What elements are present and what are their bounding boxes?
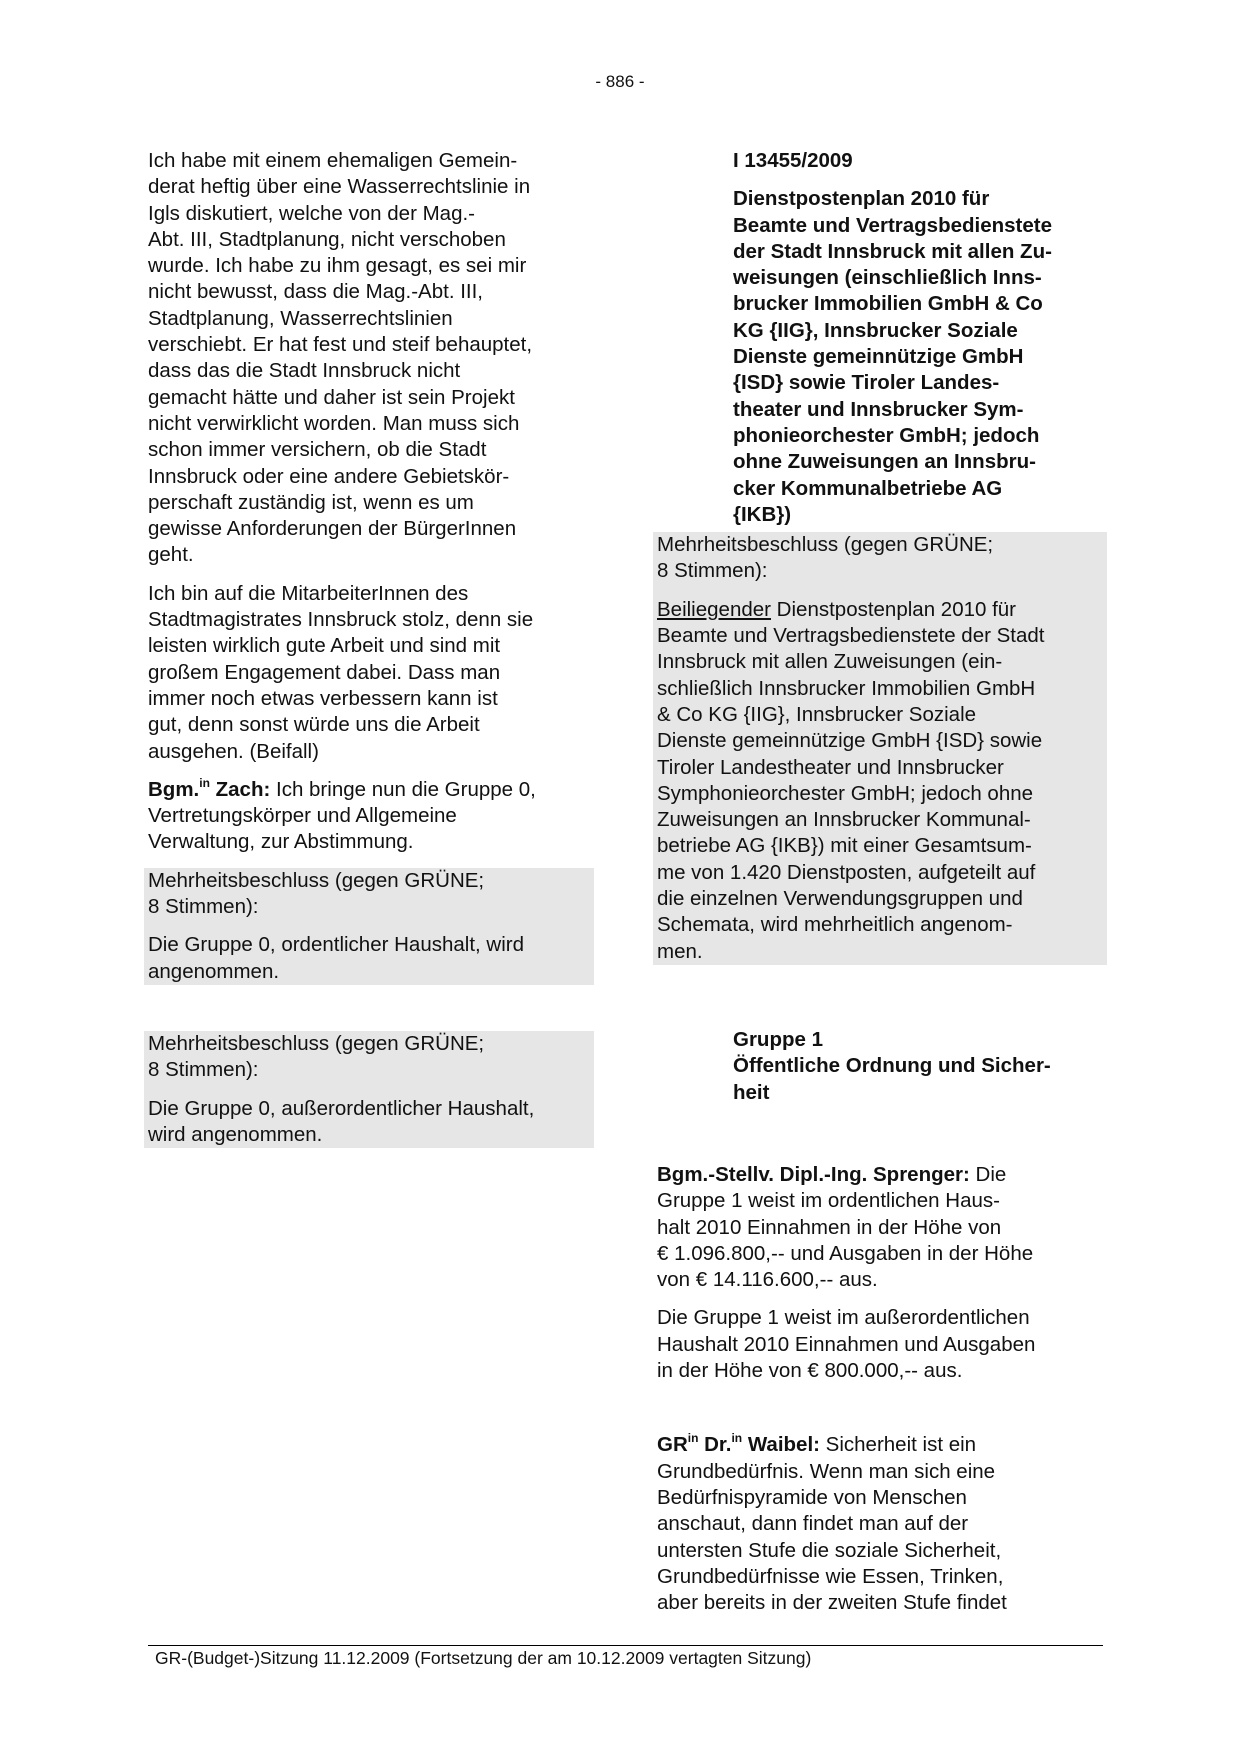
resolution-box-group0-ordinary xyxy=(144,868,594,985)
reference-number: I 13455/2009 xyxy=(733,149,853,172)
resolution-body: Dienstpostenplan 2010 für Beamte und Vertragsbedienstete der Stadt Innsbruck mit allen Zuweisungen (ein- schließlich Innsbrucker Immobilien GmbH & Co KG {IIG}, Innsbrucker Soziale Dienste gemeinnützige GmbH {ISD} sowie Tiroler Landestheater und Innsbrucker Symphonieorchester GmbH; jedoch ohne Zuweisungen an Innsbrucker Kommunal- betriebe AG {IKB}) mit einer Gesamtsum- me von 1.420 Dienstposten, aufgeteilt auf die einzelnen Verwendungsgruppen und Schemata, wird mehrheitlich angenom- men. xyxy=(657,597,1045,963)
paragraph-extraordinary-budget: Die Gruppe 1 weist im außerordentlichen Haushalt 2010 Einnahmen und Ausgaben in der Höhe von € 800.000,-- aus. xyxy=(657,1306,1036,1383)
resolution-box-staffing-plan xyxy=(653,532,1107,965)
speaker-zach-sup: in xyxy=(199,775,210,790)
speaker-waibel-gr: GR xyxy=(657,1433,688,1457)
right-column-upper xyxy=(657,148,1103,965)
agenda-item-title: Dienstpostenplan 2010 für Beamte und Vertragsbedienstete der Stadt Innsbruck mit allen Zu- weisungen (einschließlich Inns- brucker Immobilien GmbH & Co KG {IIG}, Innsbrucker Soziale Dienste gemeinnützige GmbH {ISD} sowie Tiroler Landes- theater und Innsbrucker Sym- phonieorchester GmbH; jedoch ohne Zuweisungen an Innsbru- cker Kommunalbetriebe AG {IKB}) xyxy=(733,187,1052,526)
speaker-waibel-sup2: in xyxy=(731,1431,743,1446)
resolution-vote: Mehrheitsbeschluss (gegen GRÜNE; 8 Stimmen): xyxy=(148,1031,485,1082)
speaker-waibel-name: Waibel: xyxy=(742,1433,820,1457)
page-number: - 886 - xyxy=(595,72,645,91)
speech-sprenger-text: Die Gruppe 1 weist im ordentlichen Haus- halt 2010 Einnahmen in der Höhe von € 1.096.800,-- und Ausgaben in der Höhe von € 14.116.600,-- aus. xyxy=(657,1163,1034,1292)
resolution-vote: Mehrheitsbeschluss (gegen GRÜNE; 8 Stimmen): xyxy=(148,868,485,919)
speech-zach-text: Ich bringe nun die Gruppe 0, Vertretungskörper und Allgemeine Verwaltung, zur Abstimmung. xyxy=(148,777,536,854)
resolution-vote: Mehrheitsbeschluss (gegen GRÜNE; 8 Stimmen): xyxy=(657,533,994,583)
resolution-text: Die Gruppe 0, außerordentlicher Haushalt, wird angenommen. xyxy=(148,1096,535,1146)
resolution-text: Die Gruppe 0, ordentlicher Haushalt, wird angenommen. xyxy=(148,933,525,983)
speaker-waibel-dr: Dr. xyxy=(698,1433,732,1457)
paragraph-water-rights: Ich habe mit einem ehemaligen Gemein- derat heftig über eine Wasserrechtslinie in Igls diskutiert, welche von der Mag.- Abt. III, Stadtplanung, nicht verschoben wurde. Ich habe zu ihm gesagt, es sei mir nicht bewusst, dass die Mag.-Abt. III, Stadtplanung, Wasserrechtslinien verschiebt. Er hat fest und steif behauptet, dass das die Stadt Innsbruck nicht gemacht hätte und daher ist sein Projekt nicht verwirklicht worden. Man muss sich schon immer versichern, ob die Stadt Innsbruck oder eine andere Gebietskör- perschaft zuständig ist, wenn es um gewisse Anforderungen der BürgerInnen geht. xyxy=(148,149,533,567)
speech-waibel-text: Sicherheit ist ein Grundbedürfnis. Wenn man sich eine Bedürfnispyramide von Menschen anschaut, dann findet man auf der untersten Stufe die soziale Sicherheit, Grundbedürfnisse wie Essen, Trinken, aber bereits in der zweiten Stufe findet xyxy=(657,1433,1007,1615)
resolution-box-group0-extraordinary xyxy=(144,1031,594,1148)
footer-divider xyxy=(148,1645,1103,1646)
left-column xyxy=(148,148,590,1148)
speaker-sprenger-name: Bgm.-Stellv. Dipl.-Ing. Sprenger: xyxy=(657,1163,970,1186)
resolution-underlined-word: Beiliegender xyxy=(657,597,771,621)
right-column-lower xyxy=(657,1162,1103,1628)
paragraph-staff-praise: Ich bin auf die MitarbeiterInnen des Stadtmagistrates Innsbruck stolz, denn sie leisten wirklich gute Arbeit und sind mit großem Engagement dabei. Dass man immer noch etwas verbessern kann ist gut, denn sonst würde uns die Arbeit ausgehen. (Beifall) xyxy=(148,581,534,763)
speech-waibel xyxy=(657,1432,1103,1616)
speaker-waibel-sup1: in xyxy=(687,1431,699,1446)
speaker-zach-name: Zach: xyxy=(209,777,271,801)
speech-sprenger xyxy=(657,1162,1103,1293)
speech-zach xyxy=(148,777,590,856)
resolution-text xyxy=(657,597,1103,965)
group1-heading: Gruppe 1 Öffentliche Ordnung und Sicher- heit xyxy=(733,1028,1051,1104)
speaker-zach-title: Bgm. xyxy=(148,777,200,801)
footer-text: GR-(Budget-)Sitzung 11.12.2009 (Fortsetzung der am 10.12.2009 vertagten Sitzung) xyxy=(155,1648,812,1668)
